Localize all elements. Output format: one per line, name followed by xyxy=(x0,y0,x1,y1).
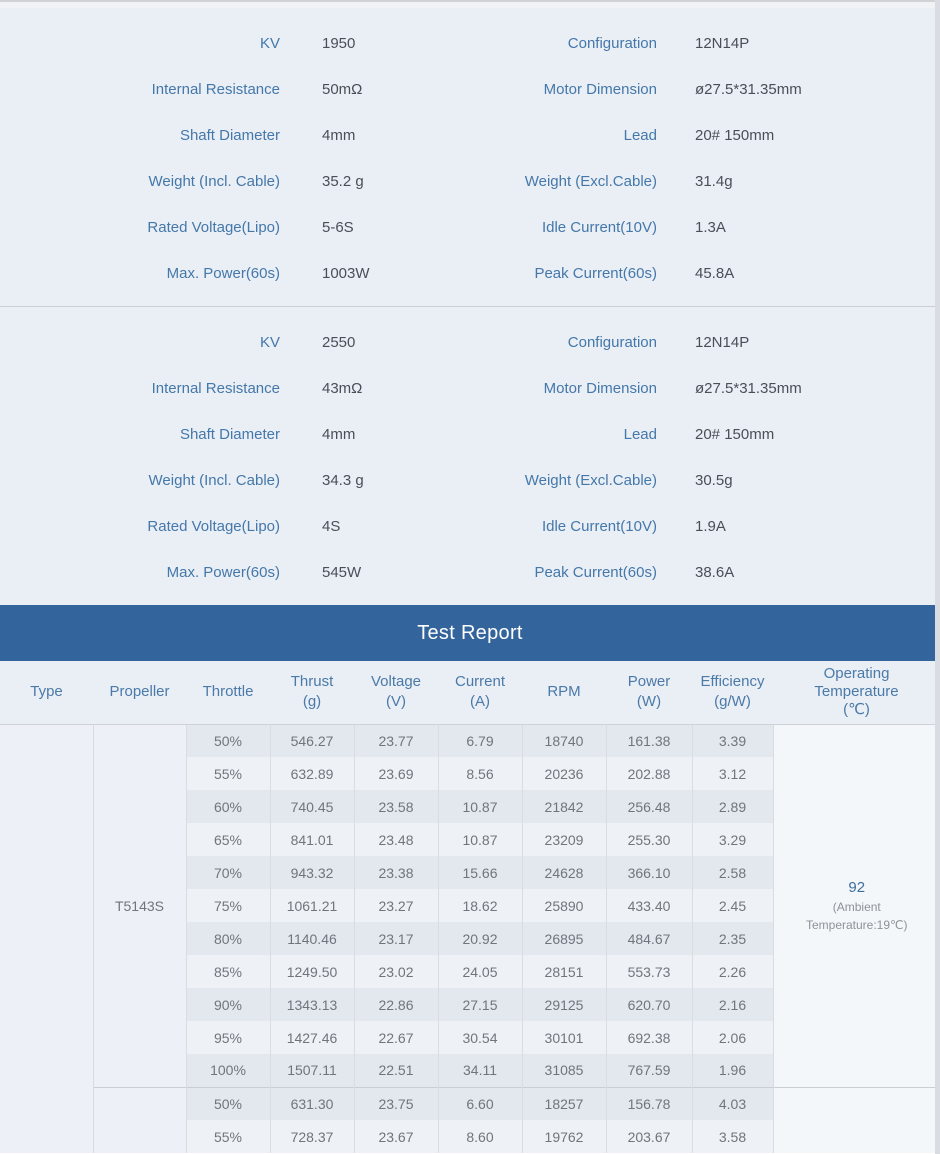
spec-label: Idle Current(10V) xyxy=(541,517,657,535)
current-cell: 10.87 xyxy=(438,790,522,823)
thrust-cell: 740.45 xyxy=(270,790,354,823)
type-cell xyxy=(0,724,93,1153)
thrust-cell: 1343.13 xyxy=(270,988,354,1021)
power-cell: 553.73 xyxy=(606,955,692,988)
voltage-cell: 23.27 xyxy=(354,889,438,922)
throttle-cell: 55% xyxy=(186,1120,270,1153)
ambient-temperature-note: Temperature:19℃) xyxy=(805,917,908,932)
table-row xyxy=(0,1087,940,1120)
power-cell: 484.67 xyxy=(606,922,692,955)
spec-row xyxy=(0,158,940,204)
column-header-label: Type xyxy=(30,683,63,701)
spec-label: Max. Power(60s) xyxy=(166,563,280,581)
spec-value: 1.9A xyxy=(695,517,726,535)
spec-label: Internal Resistance xyxy=(151,379,280,397)
throttle-cell: 50% xyxy=(186,1087,270,1120)
spec-value: 4S xyxy=(322,517,341,535)
spec-value: 5-6S xyxy=(322,218,354,236)
power-cell: 161.38 xyxy=(606,724,692,757)
spec-label: Weight (Incl. Cable) xyxy=(148,172,280,190)
spec-value: 20# 150mm xyxy=(695,425,775,443)
thrust-cell: 546.27 xyxy=(270,724,354,757)
column-header-label: Temperature xyxy=(814,683,899,701)
spec-block-kv2550 xyxy=(0,307,940,605)
spec-row xyxy=(0,457,940,503)
thrust-cell: 1061.21 xyxy=(270,889,354,922)
power-cell: 366.10 xyxy=(606,856,692,889)
power-cell: 620.70 xyxy=(606,988,692,1021)
test-report-title: Test Report xyxy=(417,621,523,644)
spec-value: 31.4g xyxy=(695,172,733,190)
rpm-cell: 28151 xyxy=(522,955,606,988)
operating-temperature-cell xyxy=(773,1087,940,1153)
spec-label: Peak Current(60s) xyxy=(534,264,657,282)
spec-label: Peak Current(60s) xyxy=(534,563,657,581)
spec-row xyxy=(0,250,940,296)
spec-value: 45.8A xyxy=(695,264,735,282)
throttle-cell: 60% xyxy=(186,790,270,823)
spec-value: 50mΩ xyxy=(322,80,363,98)
power-cell: 255.30 xyxy=(606,823,692,856)
efficiency-cell: 2.35 xyxy=(692,922,773,955)
spec-label: KV xyxy=(259,333,280,351)
spec-value: 2550 xyxy=(322,333,356,351)
spec-value: 1.3A xyxy=(695,218,726,236)
current-cell: 6.79 xyxy=(438,724,522,757)
operating-temperature-cell xyxy=(773,724,940,1087)
spec-row xyxy=(0,112,940,158)
spec-label: Weight (Excl.Cable) xyxy=(524,172,657,190)
column-header-type xyxy=(0,661,93,724)
voltage-cell: 22.86 xyxy=(354,988,438,1021)
rpm-cell: 30101 xyxy=(522,1021,606,1054)
efficiency-cell: 2.45 xyxy=(692,889,773,922)
voltage-cell: 22.51 xyxy=(354,1054,438,1087)
efficiency-cell: 3.29 xyxy=(692,823,773,856)
spec-label: Motor Dimension xyxy=(543,379,657,397)
column-header-label: Current xyxy=(454,673,506,691)
thrust-cell: 632.89 xyxy=(270,757,354,790)
current-cell: 6.60 xyxy=(438,1087,522,1120)
spec-value: 545W xyxy=(322,563,362,581)
current-cell: 24.05 xyxy=(438,955,522,988)
throttle-cell: 50% xyxy=(186,724,270,757)
column-header-unit: (V) xyxy=(386,693,406,711)
ambient-temperature-note: (Ambient xyxy=(832,899,881,914)
throttle-cell: 75% xyxy=(186,889,270,922)
spec-row xyxy=(0,411,940,457)
page-top-strip xyxy=(0,0,940,8)
spec-label: Shaft Diameter xyxy=(179,425,280,443)
power-cell: 767.59 xyxy=(606,1054,692,1087)
spec-label: Lead xyxy=(623,126,657,144)
test-report-table xyxy=(0,661,940,1153)
throttle-cell: 100% xyxy=(186,1054,270,1087)
rpm-cell: 18740 xyxy=(522,724,606,757)
spec-row xyxy=(0,549,940,595)
thrust-cell: 841.01 xyxy=(270,823,354,856)
voltage-cell: 23.77 xyxy=(354,724,438,757)
column-header-unit: (W) xyxy=(636,693,662,711)
spec-value: 20# 150mm xyxy=(695,126,775,144)
column-header-propeller xyxy=(93,661,186,724)
efficiency-cell: 2.26 xyxy=(692,955,773,988)
current-cell: 15.66 xyxy=(438,856,522,889)
thrust-cell: 1140.46 xyxy=(270,922,354,955)
throttle-cell: 55% xyxy=(186,757,270,790)
spec-value: ø27.5*31.35mm xyxy=(695,379,802,397)
voltage-cell: 23.75 xyxy=(354,1087,438,1120)
voltage-cell: 23.58 xyxy=(354,790,438,823)
spec-label: Configuration xyxy=(567,34,657,52)
efficiency-cell: 2.89 xyxy=(692,790,773,823)
current-cell: 18.62 xyxy=(438,889,522,922)
propeller-cell: T5143S xyxy=(93,724,186,1087)
thrust-cell: 1427.46 xyxy=(270,1021,354,1054)
efficiency-cell: 4.03 xyxy=(692,1087,773,1120)
spec-value: 12N14P xyxy=(695,34,750,52)
column-header-label: Propeller xyxy=(109,683,170,701)
power-cell: 256.48 xyxy=(606,790,692,823)
current-cell: 34.11 xyxy=(438,1054,522,1087)
spec-label: Rated Voltage(Lipo) xyxy=(147,218,280,236)
table-row xyxy=(0,724,940,757)
power-cell: 433.40 xyxy=(606,889,692,922)
column-header-label: Throttle xyxy=(202,683,254,701)
spec-row xyxy=(0,20,940,66)
thrust-cell: 728.37 xyxy=(270,1120,354,1153)
column-header-unit: (g/W) xyxy=(714,693,751,711)
throttle-cell: 90% xyxy=(186,988,270,1021)
thrust-cell: 1249.50 xyxy=(270,955,354,988)
throttle-cell: 70% xyxy=(186,856,270,889)
spec-label: Shaft Diameter xyxy=(179,126,280,144)
power-cell: 203.67 xyxy=(606,1120,692,1153)
column-header-unit: (℃) xyxy=(843,701,870,719)
table-header-row xyxy=(0,661,940,724)
rpm-cell: 18257 xyxy=(522,1087,606,1120)
spec-label: Max. Power(60s) xyxy=(166,264,280,282)
spec-row xyxy=(0,319,940,365)
throttle-cell: 65% xyxy=(186,823,270,856)
voltage-cell: 23.69 xyxy=(354,757,438,790)
column-header-unit: (g) xyxy=(302,693,322,711)
spec-label: Weight (Incl. Cable) xyxy=(148,471,280,489)
voltage-cell: 23.67 xyxy=(354,1120,438,1153)
spec-value: 35.2 g xyxy=(322,172,364,190)
thrust-cell: 1507.11 xyxy=(270,1054,354,1087)
column-header-rpm xyxy=(522,661,606,724)
propeller-cell xyxy=(93,1087,186,1153)
power-cell: 156.78 xyxy=(606,1087,692,1120)
throttle-cell: 95% xyxy=(186,1021,270,1054)
spec-block-kv1950 xyxy=(0,8,940,307)
spec-section xyxy=(0,8,940,605)
operating-temperature-value: 92 xyxy=(848,878,866,896)
spec-label: Lead xyxy=(623,425,657,443)
spec-label: Idle Current(10V) xyxy=(541,218,657,236)
spec-value: 1003W xyxy=(322,264,370,282)
efficiency-cell: 2.16 xyxy=(692,988,773,1021)
current-cell: 10.87 xyxy=(438,823,522,856)
efficiency-cell: 2.58 xyxy=(692,856,773,889)
column-header-label: Voltage xyxy=(370,673,422,691)
rpm-cell: 31085 xyxy=(522,1054,606,1087)
spec-row xyxy=(0,204,940,250)
rpm-cell: 21842 xyxy=(522,790,606,823)
spec-row xyxy=(0,66,940,112)
current-cell: 27.15 xyxy=(438,988,522,1021)
efficiency-cell: 1.96 xyxy=(692,1054,773,1087)
rpm-cell: 25890 xyxy=(522,889,606,922)
voltage-cell: 23.02 xyxy=(354,955,438,988)
spec-row xyxy=(0,365,940,411)
column-header-power xyxy=(606,661,692,724)
column-header-label: Efficiency xyxy=(700,673,765,691)
current-cell: 20.92 xyxy=(438,922,522,955)
spec-value: 4mm xyxy=(322,425,356,443)
rpm-cell: 29125 xyxy=(522,988,606,1021)
voltage-cell: 23.48 xyxy=(354,823,438,856)
spec-label: Weight (Excl.Cable) xyxy=(524,471,657,489)
power-cell: 202.88 xyxy=(606,757,692,790)
throttle-cell: 80% xyxy=(186,922,270,955)
rpm-cell: 23209 xyxy=(522,823,606,856)
test-report-title-band xyxy=(0,605,940,661)
spec-label: Internal Resistance xyxy=(151,80,280,98)
spec-value: 4mm xyxy=(322,126,356,144)
thrust-cell: 631.30 xyxy=(270,1087,354,1120)
spec-label: Motor Dimension xyxy=(543,80,657,98)
scrollbar-track[interactable] xyxy=(935,0,940,1154)
voltage-cell: 22.67 xyxy=(354,1021,438,1054)
column-header-label: Power xyxy=(627,673,671,691)
column-header-label: RPM xyxy=(547,683,581,701)
spec-value: 30.5g xyxy=(695,471,733,489)
rpm-cell: 20236 xyxy=(522,757,606,790)
thrust-cell: 943.32 xyxy=(270,856,354,889)
column-header-current xyxy=(438,661,522,724)
spec-value: 1950 xyxy=(322,34,356,52)
throttle-cell: 85% xyxy=(186,955,270,988)
spec-value: 43mΩ xyxy=(322,379,363,397)
spec-value: 34.3 g xyxy=(322,471,364,489)
voltage-cell: 23.38 xyxy=(354,856,438,889)
spec-value: ø27.5*31.35mm xyxy=(695,80,802,98)
rpm-cell: 24628 xyxy=(522,856,606,889)
rpm-cell: 19762 xyxy=(522,1120,606,1153)
test-report-body xyxy=(0,724,940,1153)
column-header-label: Operating xyxy=(823,665,890,683)
power-cell: 692.38 xyxy=(606,1021,692,1054)
voltage-cell: 23.17 xyxy=(354,922,438,955)
column-header-thrust xyxy=(270,661,354,724)
efficiency-cell: 3.39 xyxy=(692,724,773,757)
spec-label: KV xyxy=(259,34,280,52)
spec-value: 12N14P xyxy=(695,333,750,351)
column-header-voltage xyxy=(354,661,438,724)
efficiency-cell: 3.12 xyxy=(692,757,773,790)
column-header-label: Thrust xyxy=(290,673,334,691)
current-cell: 30.54 xyxy=(438,1021,522,1054)
spec-label: Configuration xyxy=(567,333,657,351)
spec-label: Rated Voltage(Lipo) xyxy=(147,517,280,535)
rpm-cell: 26895 xyxy=(522,922,606,955)
spec-value: 38.6A xyxy=(695,563,735,581)
column-header-unit: (A) xyxy=(470,693,490,711)
column-header-throttle xyxy=(186,661,270,724)
column-header-efficiency xyxy=(692,661,773,724)
current-cell: 8.56 xyxy=(438,757,522,790)
spec-row xyxy=(0,503,940,549)
efficiency-cell: 3.58 xyxy=(692,1120,773,1153)
current-cell: 8.60 xyxy=(438,1120,522,1153)
efficiency-cell: 2.06 xyxy=(692,1021,773,1054)
column-header-operating-temperature xyxy=(773,661,940,724)
